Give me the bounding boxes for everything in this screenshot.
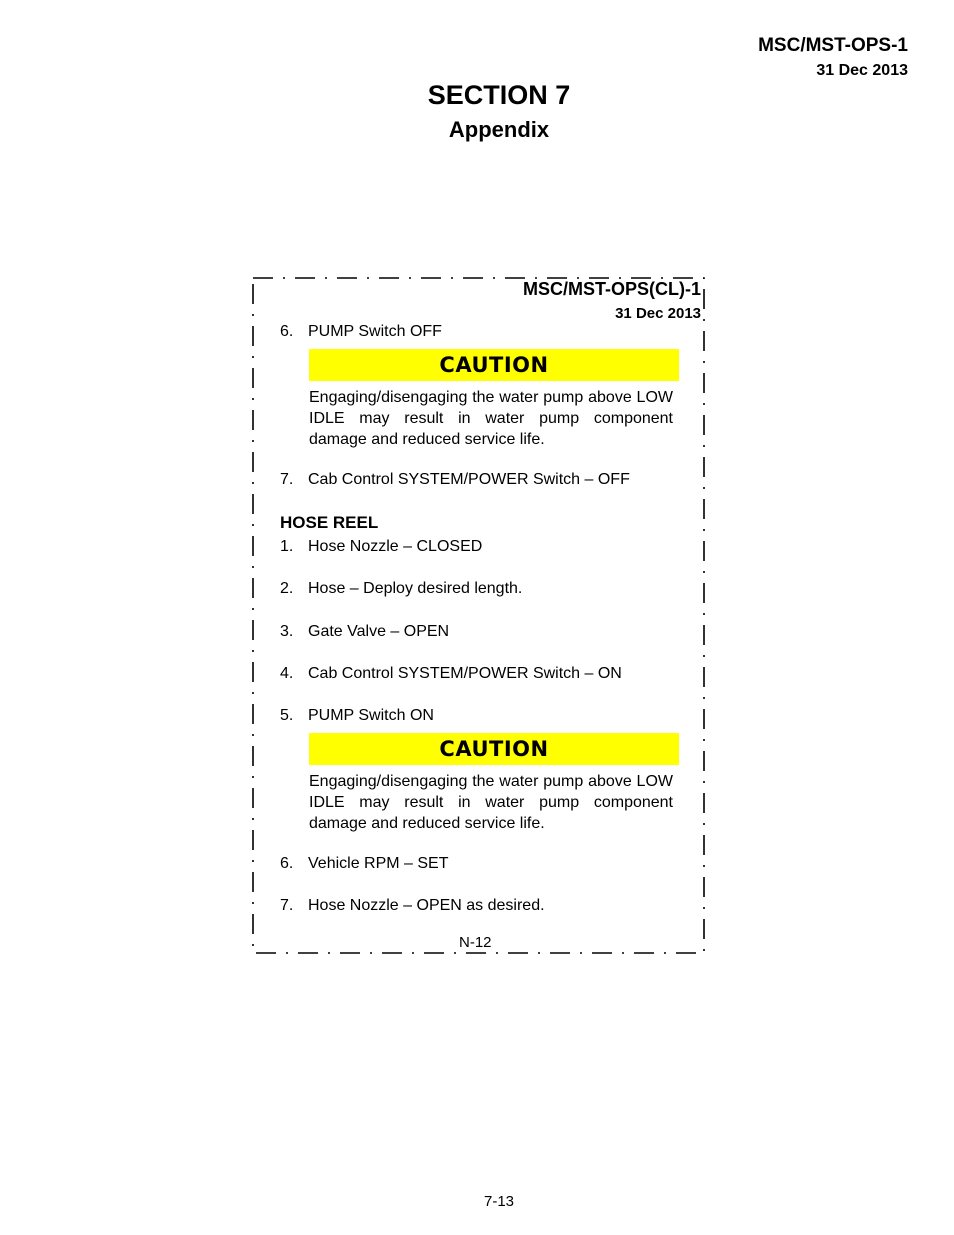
step-number: 6. <box>280 323 294 340</box>
step-number: 5. <box>280 707 294 724</box>
caution-banner: CAUTION <box>309 733 679 765</box>
step-text: Hose Nozzle – CLOSED <box>308 538 483 555</box>
step-number: 7. <box>280 897 294 914</box>
step-number: 6. <box>280 855 294 872</box>
document-code: MSC/MST-OPS-1 <box>758 35 908 56</box>
checklist-card <box>252 277 705 954</box>
caution-banner: CAUTION <box>309 349 679 381</box>
step-number: 2. <box>280 580 294 597</box>
section-heading: HOSE REEL <box>280 513 379 532</box>
section-subtitle: Appendix <box>448 117 550 142</box>
page-number: 7-13 <box>483 1193 515 1210</box>
caution-text: Engaging/disengaging the water pump above LOW IDLE may result in water pump component damage and reduced service life. <box>309 389 673 448</box>
card-document-code: MSC/MST-OPS(CL)-1 <box>523 279 701 299</box>
step-text: PUMP Switch ON <box>308 707 434 724</box>
section-title: SECTION 7 <box>427 80 571 110</box>
step-text: Gate Valve – OPEN <box>308 623 450 640</box>
step-number: 1. <box>280 538 294 555</box>
step-text: Hose – Deploy desired length. <box>308 580 523 597</box>
caution-text: Engaging/disengaging the water pump above LOW IDLE may result in water pump component damage and reduced service life. <box>309 773 673 832</box>
step-number: 4. <box>280 665 294 682</box>
step-text: Hose Nozzle – OPEN as desired. <box>308 897 545 914</box>
step-text: Vehicle RPM – SET <box>308 855 449 872</box>
step-text: PUMP Switch OFF <box>308 323 442 340</box>
document-date: 31 Dec 2013 <box>816 62 908 79</box>
card-page-label: N-12 <box>459 934 492 951</box>
card-document-date: 31 Dec 2013 <box>615 305 701 322</box>
step-text: Cab Control SYSTEM/POWER Switch – OFF <box>308 471 630 488</box>
step-number: 7. <box>280 471 294 488</box>
step-number: 3. <box>280 623 294 640</box>
step-text: Cab Control SYSTEM/POWER Switch – ON <box>308 665 622 682</box>
